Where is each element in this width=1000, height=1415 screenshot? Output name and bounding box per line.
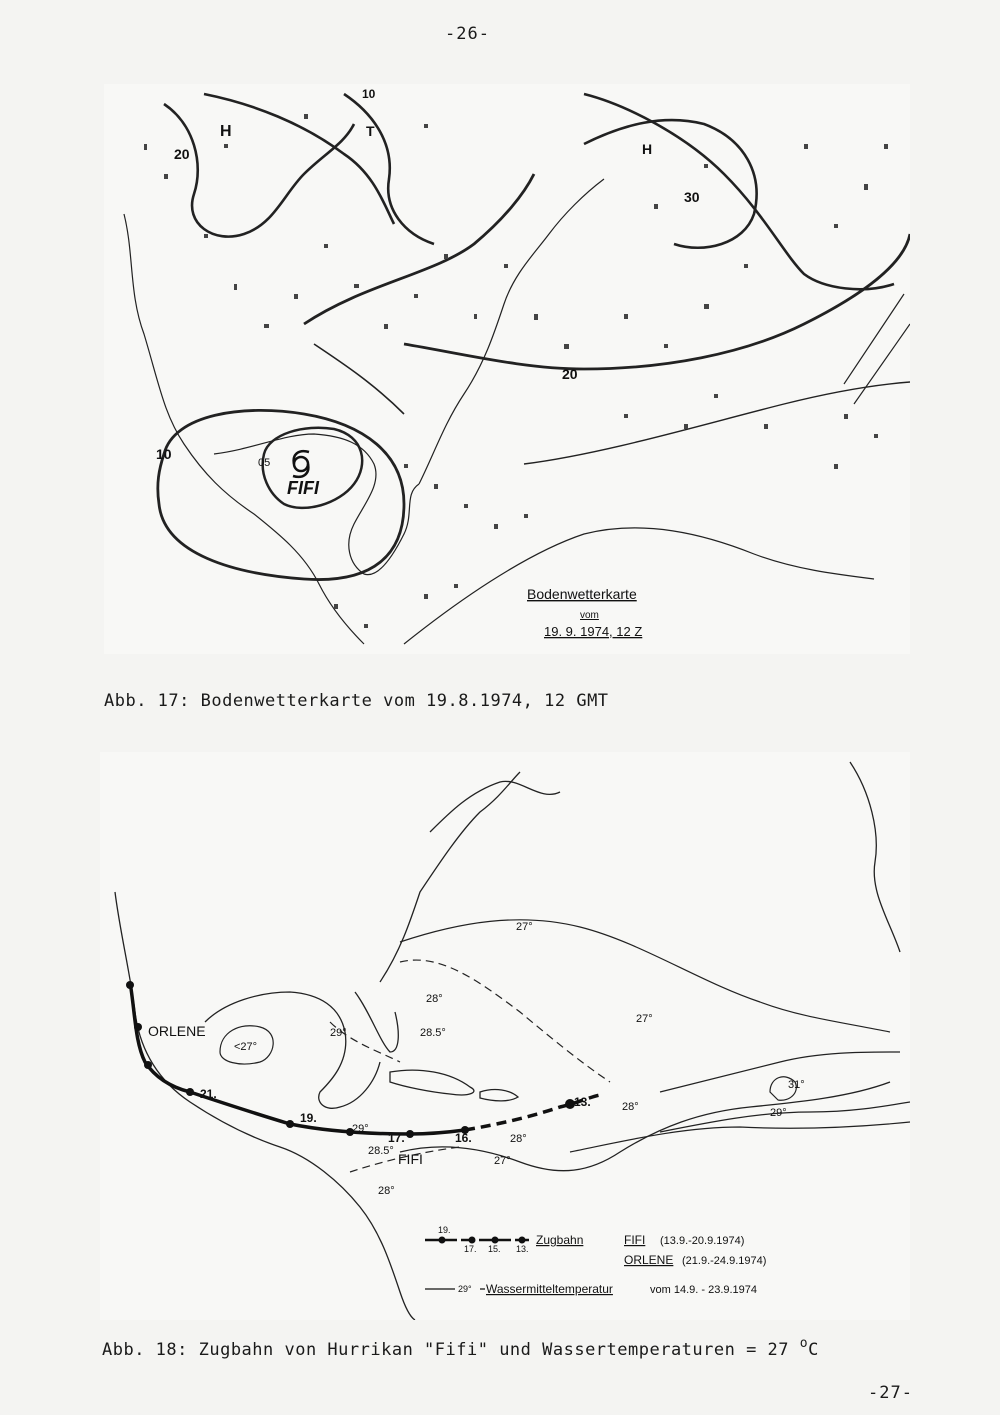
island-hispaniola [480,1090,518,1101]
isotherm-label-lt27: <27° [234,1041,258,1053]
track-date-21: 21. [200,1087,217,1101]
front-line [314,344,404,414]
isotherm-label-28-east: 28° [622,1101,639,1113]
isobar-label-20-north: 20 [174,146,190,162]
coastline-canada [430,781,560,832]
isotherm-label-29-caribbean: 29° [352,1123,369,1135]
isobar-north-1 [164,104,354,237]
coastline-south-america [400,1082,890,1171]
track-date-13: 13. [574,1095,591,1109]
map-title-line2: vom [580,610,599,621]
isotherm-label-28-south: 28° [378,1185,395,1197]
coastline-gulf [205,992,380,1108]
coastline-florida [355,992,398,1052]
figure18-caption [102,1336,819,1360]
hurricane-symbol-icon [293,451,309,477]
isotherm-label-29-east: 29° [770,1107,787,1119]
isotherm-label-28-5-south: 28.5° [368,1145,394,1157]
isotherm-label-28: 28° [426,993,443,1005]
isobar-north-3 [344,94,434,244]
isobar-30 [584,120,757,248]
legend-orlene-label: ORLENE [624,1253,674,1267]
legend-fifi-dates: (13.9.-20.9.1974) [660,1235,745,1247]
isobar-label-10-north: 10 [362,87,376,101]
legend-temp-dates: vom 14.9. - 23.9.1974 [650,1284,758,1296]
hurricane-track-map [100,752,910,1320]
isotherm-28-dashed [400,960,610,1082]
isotherm-label-27-east: 27° [636,1013,653,1025]
isobar-label-05: 05 [258,457,271,469]
island-cuba [390,1070,474,1095]
pressure-center-h-west: H [220,123,232,140]
coastline-greenland [850,762,900,952]
map-title-line3: 19. 9. 1974, 12 Z [544,624,643,639]
page-number-bottom: -27- [868,1383,913,1403]
track-fifi-solid [190,1092,465,1134]
isobar-label-10: 10 [156,446,172,462]
isotherm-label-28-5: 28.5° [420,1027,446,1039]
track-points [126,981,575,1138]
isotherm-29-east [660,1052,900,1092]
legend-tick-15: 15. [488,1244,501,1254]
label-fifi: FIFI [398,1151,423,1167]
coastline-east [380,772,520,982]
legend-tick-17: 17. [464,1244,477,1254]
isobar-high-east [584,94,894,289]
isobar-label-20-south: 20 [562,366,578,382]
map-title-line1: Bodenwetterkarte [527,586,637,602]
legend-temp-marker: 29° [458,1284,472,1294]
figure18-caption-text: Abb. 18: Zugbahn von Hurrikan "Fifi" und Wassertemperaturen = 27 [102,1340,800,1360]
surface-weather-map [104,84,910,654]
isotherm-label-31: 31° [788,1079,805,1091]
legend-track-label: Zugbahn [536,1233,584,1247]
coastline-east [419,179,604,484]
figure17-caption: Abb. 17: Bodenwetterkarte vom 19.8.1974, 12 GMT [104,691,609,711]
isotherm-label-29-gulf: 29° [330,1027,347,1039]
coastline-pacific [115,892,415,1320]
isotherm-28-east [570,1122,910,1152]
track-date-19: 19. [300,1111,317,1125]
figure18-caption-unit: C [808,1340,819,1360]
isotherm-label-28-caribbean: 28° [510,1133,527,1145]
isotherm-label-27-north: 27° [516,921,533,933]
pressure-center-h-east: H [642,141,653,157]
isobar-20 [304,174,910,369]
track-date-17: 17. [388,1131,405,1145]
legend-orlene-dates: (21.9.-24.9.1974) [682,1255,767,1267]
label-orlene: ORLENE [148,1023,206,1039]
page-number-top: -26- [445,24,490,44]
legend-tick-19: 19. [438,1225,451,1235]
pressure-center-t: T [366,123,375,139]
isobar-label-30: 30 [684,189,700,205]
legend-fifi-label: FIFI [624,1233,646,1247]
legend-temp-label: Wassermitteltemperatur [486,1282,613,1296]
station-plots [144,114,888,628]
track-date-16: 16. [455,1131,472,1145]
front-diagonal [844,294,910,404]
legend-tick-13: 13. [516,1244,529,1254]
degree-sign: o [799,1336,809,1351]
isotherm-label-27-caribbean: 27° [494,1155,511,1167]
storm-label: FIFI [287,478,319,498]
